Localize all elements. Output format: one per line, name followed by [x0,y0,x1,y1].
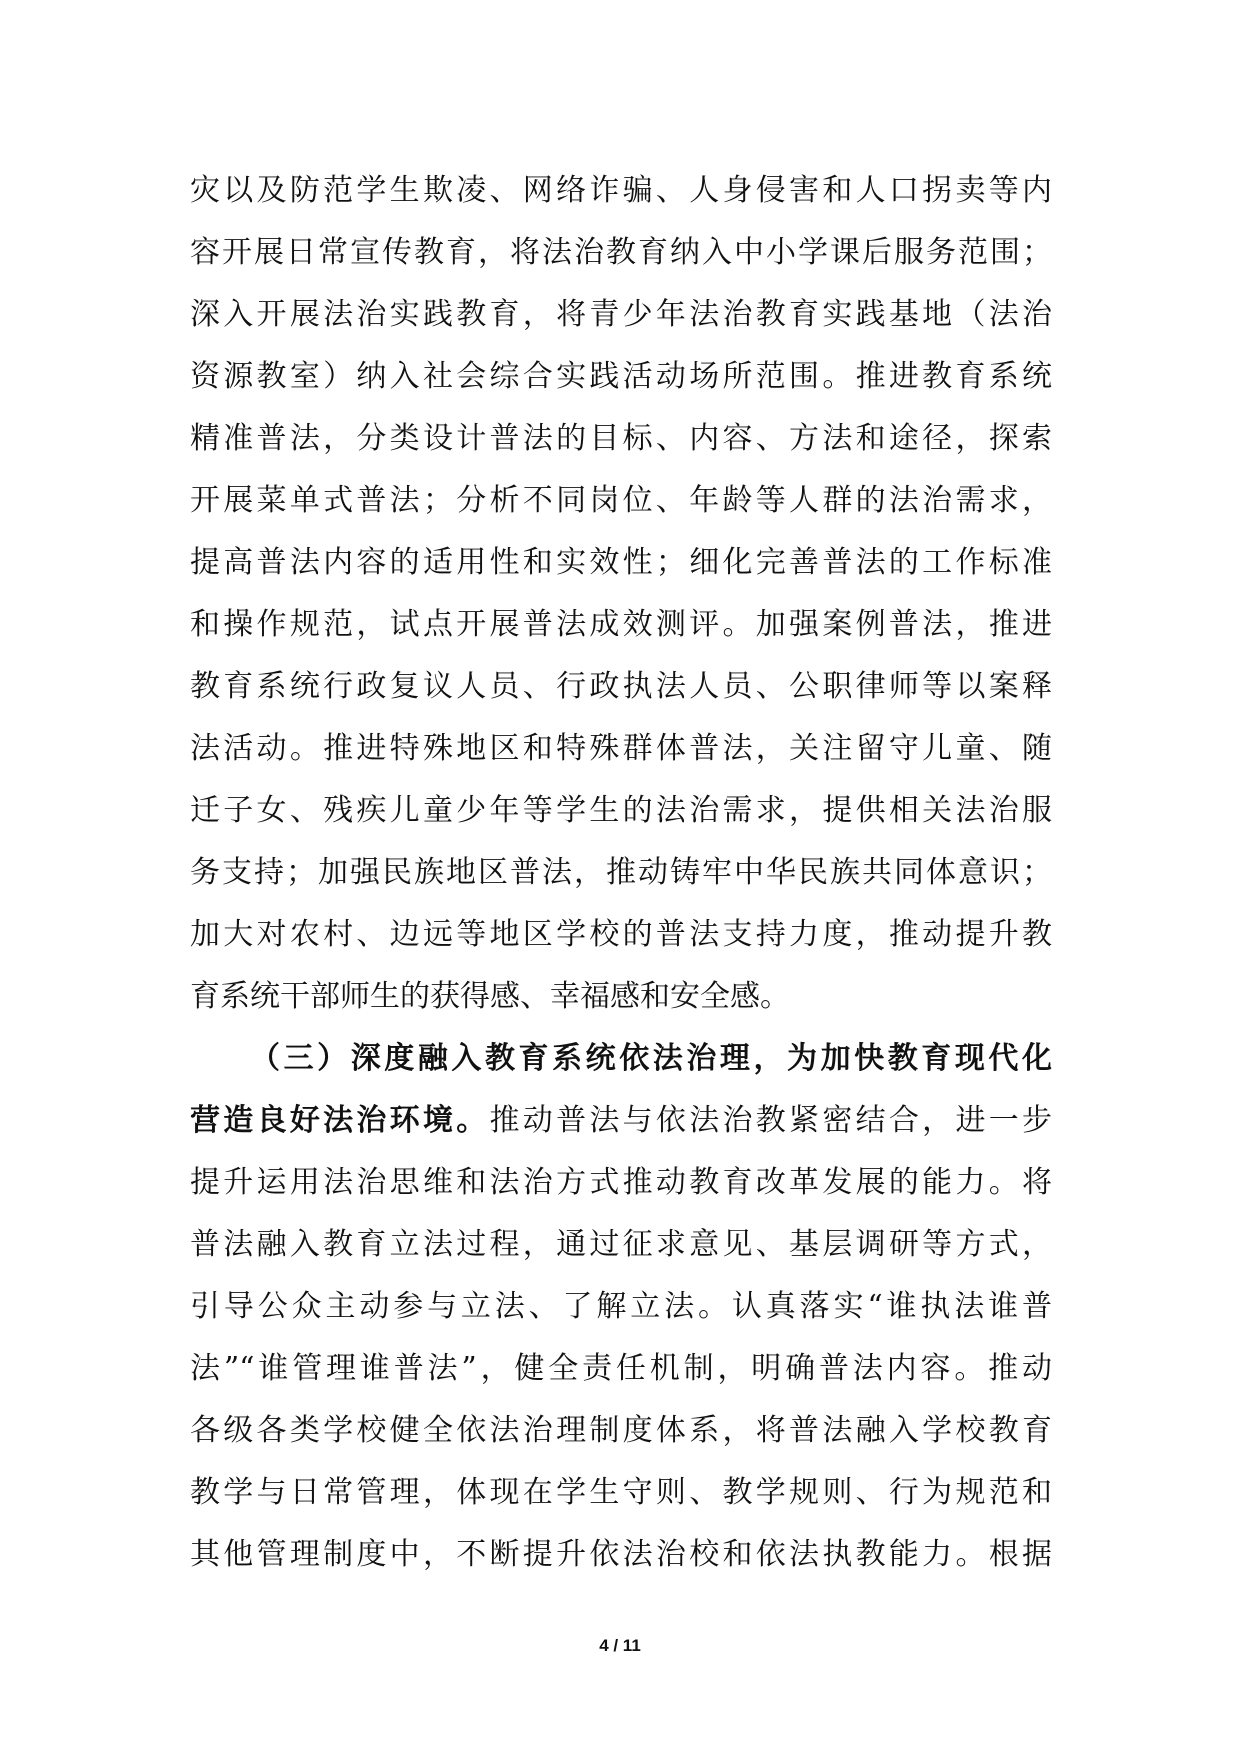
paragraph-line: 育系统干部师生的获得感、幸福感和安全感。 [190,979,790,1014]
paragraph-line: 教育系统行政复议人员、行政执法人员、公职律师等以案释 [190,669,1052,704]
section-heading-continuation [190,1090,1052,1152]
paragraph-line: 提升运用法治思维和法治方式推动教育改革发展的能力。将 [190,1165,1052,1200]
paragraph-line: 和操作规范，试点开展普法成效测评。加强案例普法，推进 [190,607,1052,642]
paragraph-line: 灾以及防范学生欺凌、网络诈骗、人身侵害和人口拐卖等内 [190,173,1052,208]
section-body-text: 推动普法与依法治教紧密结合，进一步 [489,1103,1053,1138]
paragraph-line: 法活动。推进特殊地区和特殊群体普法，关注留守儿童、随 [190,731,1052,766]
paragraph-line: 迁子女、残疾儿童少年等学生的法治需求，提供相关法治服 [190,793,1052,828]
section-heading: （三）深度融入教育系统依法治理，为加快教育现代化 [250,1041,1052,1076]
paragraph-line: 开展菜单式普法；分析不同岗位、年龄等人群的法治需求， [190,483,1052,518]
paragraph-line: 各级各类学校健全依法治理制度体系，将普法融入学校教育 [190,1413,1052,1448]
paragraph-line: 深入开展法治实践教育，将青少年法治教育实践基地（法治 [190,297,1052,332]
paragraph-line: 引导公众主动参与立法、了解立法。认真落实“谁执法谁普 [190,1289,1052,1324]
paragraph-line: 容开展日常宣传教育，将法治教育纳入中小学课后服务范围； [190,235,1052,270]
paragraph-line: 资源教室）纳入社会综合实践活动场所范围。推进教育系统 [190,359,1052,394]
page-number: 4 / 11 [599,1636,641,1655]
paragraph-line: 提高普法内容的适用性和实效性；细化完善普法的工作标准 [190,545,1052,580]
section-heading-bold-text: 营造良好法治环境。 [190,1103,490,1138]
paragraph-line: 普法融入教育立法过程，通过征求意见、基层调研等方式， [190,1227,1052,1262]
paragraph-line: 加大对农村、边远等地区学校的普法支持力度，推动提升教 [190,917,1052,952]
paragraph-line: 其他管理制度中，不断提升依法治校和依法执教能力。根据 [190,1537,1052,1572]
paragraph-line: 务支持；加强民族地区普法，推动铸牢中华民族共同体意识； [190,855,1052,890]
document-body [190,160,1052,1586]
paragraph-line: 法”“谁管理谁普法”，健全责任机制，明确普法内容。推动 [190,1351,1052,1386]
paragraph-line: 教学与日常管理，体现在学生守则、教学规则、行为规范和 [190,1475,1052,1510]
paragraph-line: 精准普法，分类设计普法的目标、内容、方法和途径，探索 [190,421,1052,456]
